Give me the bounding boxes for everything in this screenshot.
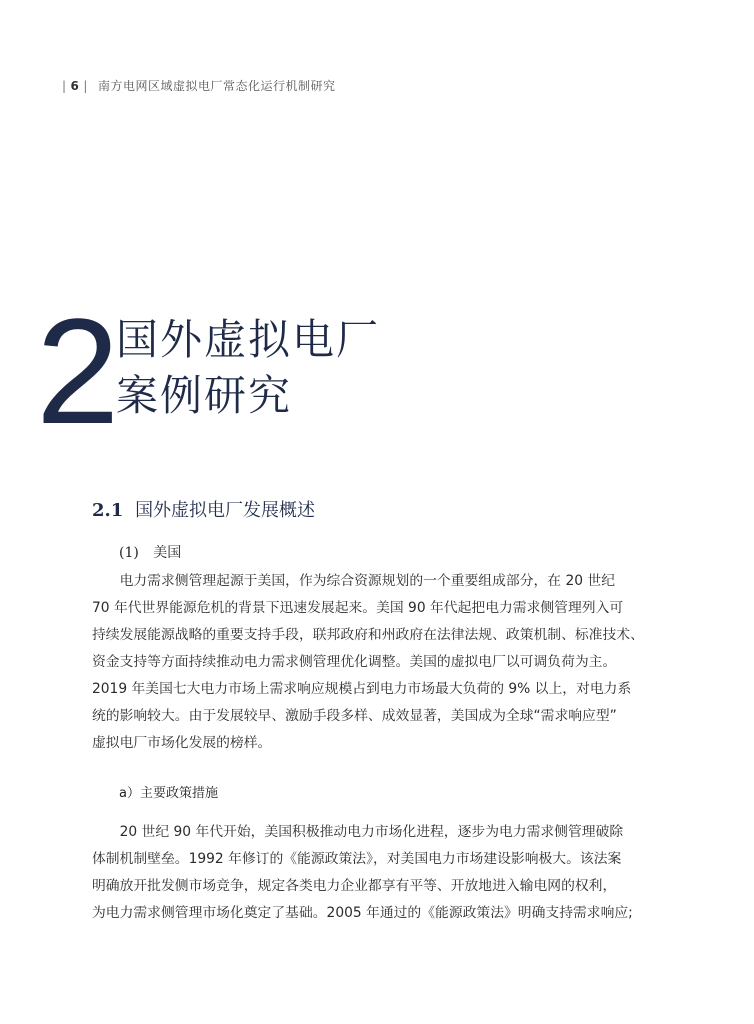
paragraph-line: 虚拟电厂市场化发展的榜样。 <box>92 735 272 751</box>
paragraph-line: 为电力需求侧管理市场化奠定了基础。2005 年通过的《能源政策法》明确支持需求响应; <box>92 905 633 921</box>
running-header <box>62 77 335 94</box>
chapter-title-line-2: 案例研究 <box>116 371 293 420</box>
paragraph-line: 电力需求侧管理起源于美国，作为综合资源规划的一个重要组成部分，在 20 世纪 <box>92 573 616 589</box>
chapter-number: 2 <box>36 287 120 455</box>
paragraph-line: 资金支持等方面持续推动电力需求侧管理优化调整。美国的虚拟电厂以可调负荷为主。 <box>92 654 617 670</box>
header-right-bar: | <box>83 78 88 93</box>
paragraph-policy <box>92 819 640 927</box>
paragraph-line: 体制机制壁垒。1992 年修订的《能源政策法》，对美国电力市场建设影响极大。该法案 <box>92 851 622 867</box>
paragraph-line: 统的影响较大。由于发展较早、激励手段多样、成效显著，美国成为全球“需求响应型” <box>92 708 617 724</box>
subsection-marker: (1) <box>119 545 139 561</box>
section-number: 2.1 <box>92 500 124 521</box>
chapter-title <box>116 312 380 424</box>
paragraph-line: 70 年代世界能源危机的背景下迅速发展起来。美国 90 年代起把电力需求侧管理列入可 <box>92 600 624 616</box>
subsection-heading <box>119 542 181 562</box>
paragraph-usa-overview <box>92 568 644 757</box>
chapter-title-line-1: 国外虚拟电厂 <box>116 315 381 364</box>
book-title: 南方电网区域虚拟电厂常态化运行机制研究 <box>97 79 336 93</box>
paragraph-line: 持续发展能源战略的重要支持手段，联邦政府和州政府在法律法规、政策机制、标准技术、 <box>92 627 644 643</box>
section-heading <box>92 496 315 522</box>
header-left-bar: | <box>62 78 67 93</box>
paragraph-line: 明确放开批发侧市场竞争，规定各类电力企业都享有平等、开放地进入输电网的权利， <box>92 878 617 894</box>
policy-heading: a）主要政策措施 <box>119 786 218 801</box>
page-number: 6 <box>70 78 80 93</box>
subsection-title: 美国 <box>153 545 182 561</box>
paragraph-line: 2019 年美国七大电力市场上需求响应规模占到电力市场最大负荷的 9% 以上，对电力系 <box>92 681 632 697</box>
section-title: 国外虚拟电厂发展概述 <box>135 500 316 521</box>
paragraph-line: 20 世纪 90 年代开始，美国积极推动电力市场化进程，逐步为电力需求侧管理破除 <box>92 824 624 840</box>
